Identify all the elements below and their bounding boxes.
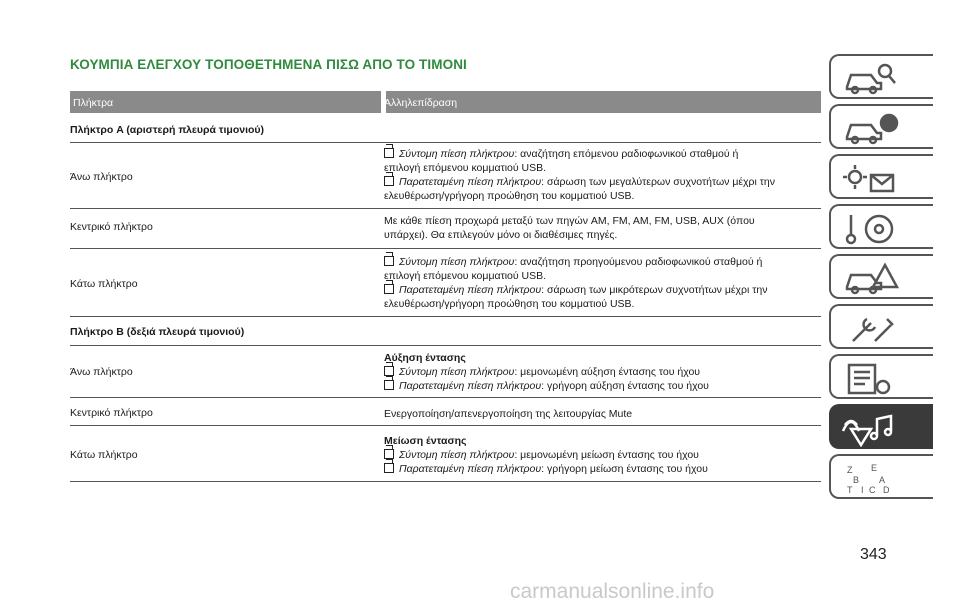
tab-alphabetical-index[interactable] [829, 454, 933, 499]
checkbox-icon [384, 148, 394, 158]
desc-line: ελευθέρωση/γρήγορη προώθηση του κομματιού USB. [384, 190, 635, 202]
tab-technical-data[interactable] [829, 354, 933, 399]
svg-text:E: E [871, 463, 878, 473]
row-divider [70, 316, 821, 317]
desc-line: Ενεργοποίηση/απενεργοποίηση της λειτουργίας Mute [384, 408, 633, 420]
desc-subtitle: Αύξηση έντασης [384, 352, 466, 364]
row-description [384, 434, 824, 476]
row-description [384, 351, 824, 393]
tab-car-info[interactable] [829, 104, 933, 149]
desc-line: Παρατεταμένη πίεση πλήκτρου: γρήγορη μείωση έντασης του ήχου [384, 462, 824, 476]
table-header [70, 91, 821, 113]
svg-text:D: D [883, 485, 890, 495]
row-divider [70, 397, 821, 398]
row-divider [70, 481, 821, 482]
row-label: Κεντρικό πλήκτρο [70, 407, 153, 419]
row-divider [70, 345, 821, 346]
row-divider [70, 425, 821, 426]
checkbox-icon [384, 449, 394, 459]
desc-line: Παρατεταμένη πίεση πλήκτρου: γρήγορη αύξηση έντασης του ήχου [384, 379, 824, 393]
row-divider [70, 208, 821, 209]
row-divider [70, 248, 821, 249]
car-warning-icon [841, 261, 901, 297]
tab-multimedia[interactable] [829, 404, 933, 449]
wrench-tools-icon [841, 311, 901, 347]
tab-steering-key[interactable] [829, 204, 933, 249]
checkbox-icon [384, 366, 394, 376]
svg-text:T: T [847, 485, 853, 495]
page-number: 343 [860, 546, 887, 563]
page-title: ΚΟΥΜΠΙΑ ΕΛΕΓΧΟΥ ΤΟΠΟΘΕΤΗΜΕΝΑ ΠΙΣΩ ΑΠΟ ΤΟ ΤΙΜΟΝΙ [70, 57, 467, 72]
desc-line: επιλογή επόμενου κομματιού USB. [384, 270, 547, 282]
row-description [384, 214, 824, 242]
desc-line: Σύντομη πίεση πλήκτρου: αναζήτηση επόμενου ραδιοφωνικού σταθμού ή [384, 147, 824, 161]
desc-line: Σύντομη πίεση πλήκτρου: μεμονωμένη αύξηση έντασης του ήχου [384, 365, 824, 379]
svg-text:A: A [879, 475, 886, 485]
row-description [384, 407, 824, 421]
desc-line: Παρατεταμένη πίεση πλήκτρου: σάρωση των μεγαλύτερων συχνοτήτων μέχρι την [384, 175, 824, 189]
row-label: Κάτω πλήκτρο [70, 449, 138, 461]
car-search-icon [841, 61, 901, 97]
desc-line: Παρατεταμένη πίεση πλήκτρου: σάρωση των μικρότερων συχνοτήτων μέχρι την [384, 283, 824, 297]
desc-line: ελευθέρωση/γρήγορη προώθηση του κομματιού USB. [384, 298, 635, 310]
car-info-icon [841, 111, 901, 147]
row-label: Κεντρικό πλήκτρο [70, 221, 153, 233]
row-description [384, 147, 824, 203]
section-b-heading: Πλήκτρο B (δεξιά πλευρά τιμονιού) [70, 326, 245, 338]
desc-line: επιλογή επόμενου κομματιού USB. [384, 162, 547, 174]
checkbox-icon [384, 176, 394, 186]
desc-line: υπάρχει). Θα επιλεγούν μόνο οι διαθέσιμες πηγές. [384, 229, 618, 241]
tab-car-warning[interactable] [829, 254, 933, 299]
tab-car-search[interactable] [829, 54, 933, 99]
tab-warning-lights[interactable] [829, 154, 933, 199]
row-label: Άνω πλήκτρο [70, 366, 133, 378]
desc-line: Σύντομη πίεση πλήκτρου: αναζήτηση προηγούμενου ραδιοφωνικού σταθμού ή [384, 255, 824, 269]
technical-data-icon [841, 361, 901, 397]
desc-line: Σύντομη πίεση πλήκτρου: μεμονωμένη μείωση έντασης του ήχου [384, 448, 824, 462]
warning-lights-message-icon [841, 161, 901, 197]
svg-text:C: C [869, 485, 876, 495]
svg-text:I: I [861, 485, 864, 495]
checkbox-icon [384, 284, 394, 294]
desc-subtitle: Μείωση έντασης [384, 435, 467, 447]
svg-text:Z: Z [847, 465, 853, 475]
row-divider [70, 142, 821, 143]
watermark: carmanualsonline.info [510, 580, 715, 603]
row-label: Άνω πλήκτρο [70, 171, 133, 183]
desc-line: Με κάθε πίεση προχωρά μεταξύ των πηγών AM, FM, AM, FM, USB, AUX (όπου [384, 215, 755, 227]
section-a-heading: Πλήκτρο A (αριστερή πλευρά τιμονιού) [70, 124, 265, 136]
tab-tools[interactable] [829, 304, 933, 349]
row-label: Κάτω πλήκτρο [70, 278, 138, 290]
checkbox-icon [384, 463, 394, 473]
multimedia-icon [841, 411, 901, 447]
row-description [384, 255, 824, 311]
alphabetical-index-icon [841, 461, 901, 497]
column-header-keys: Πλήκτρα [73, 97, 114, 109]
steering-key-icon [841, 211, 901, 247]
checkbox-icon [384, 256, 394, 266]
checkbox-icon [384, 380, 394, 390]
column-header-interaction: Αλληλεπίδραση [384, 97, 458, 109]
svg-text:B: B [853, 475, 860, 485]
